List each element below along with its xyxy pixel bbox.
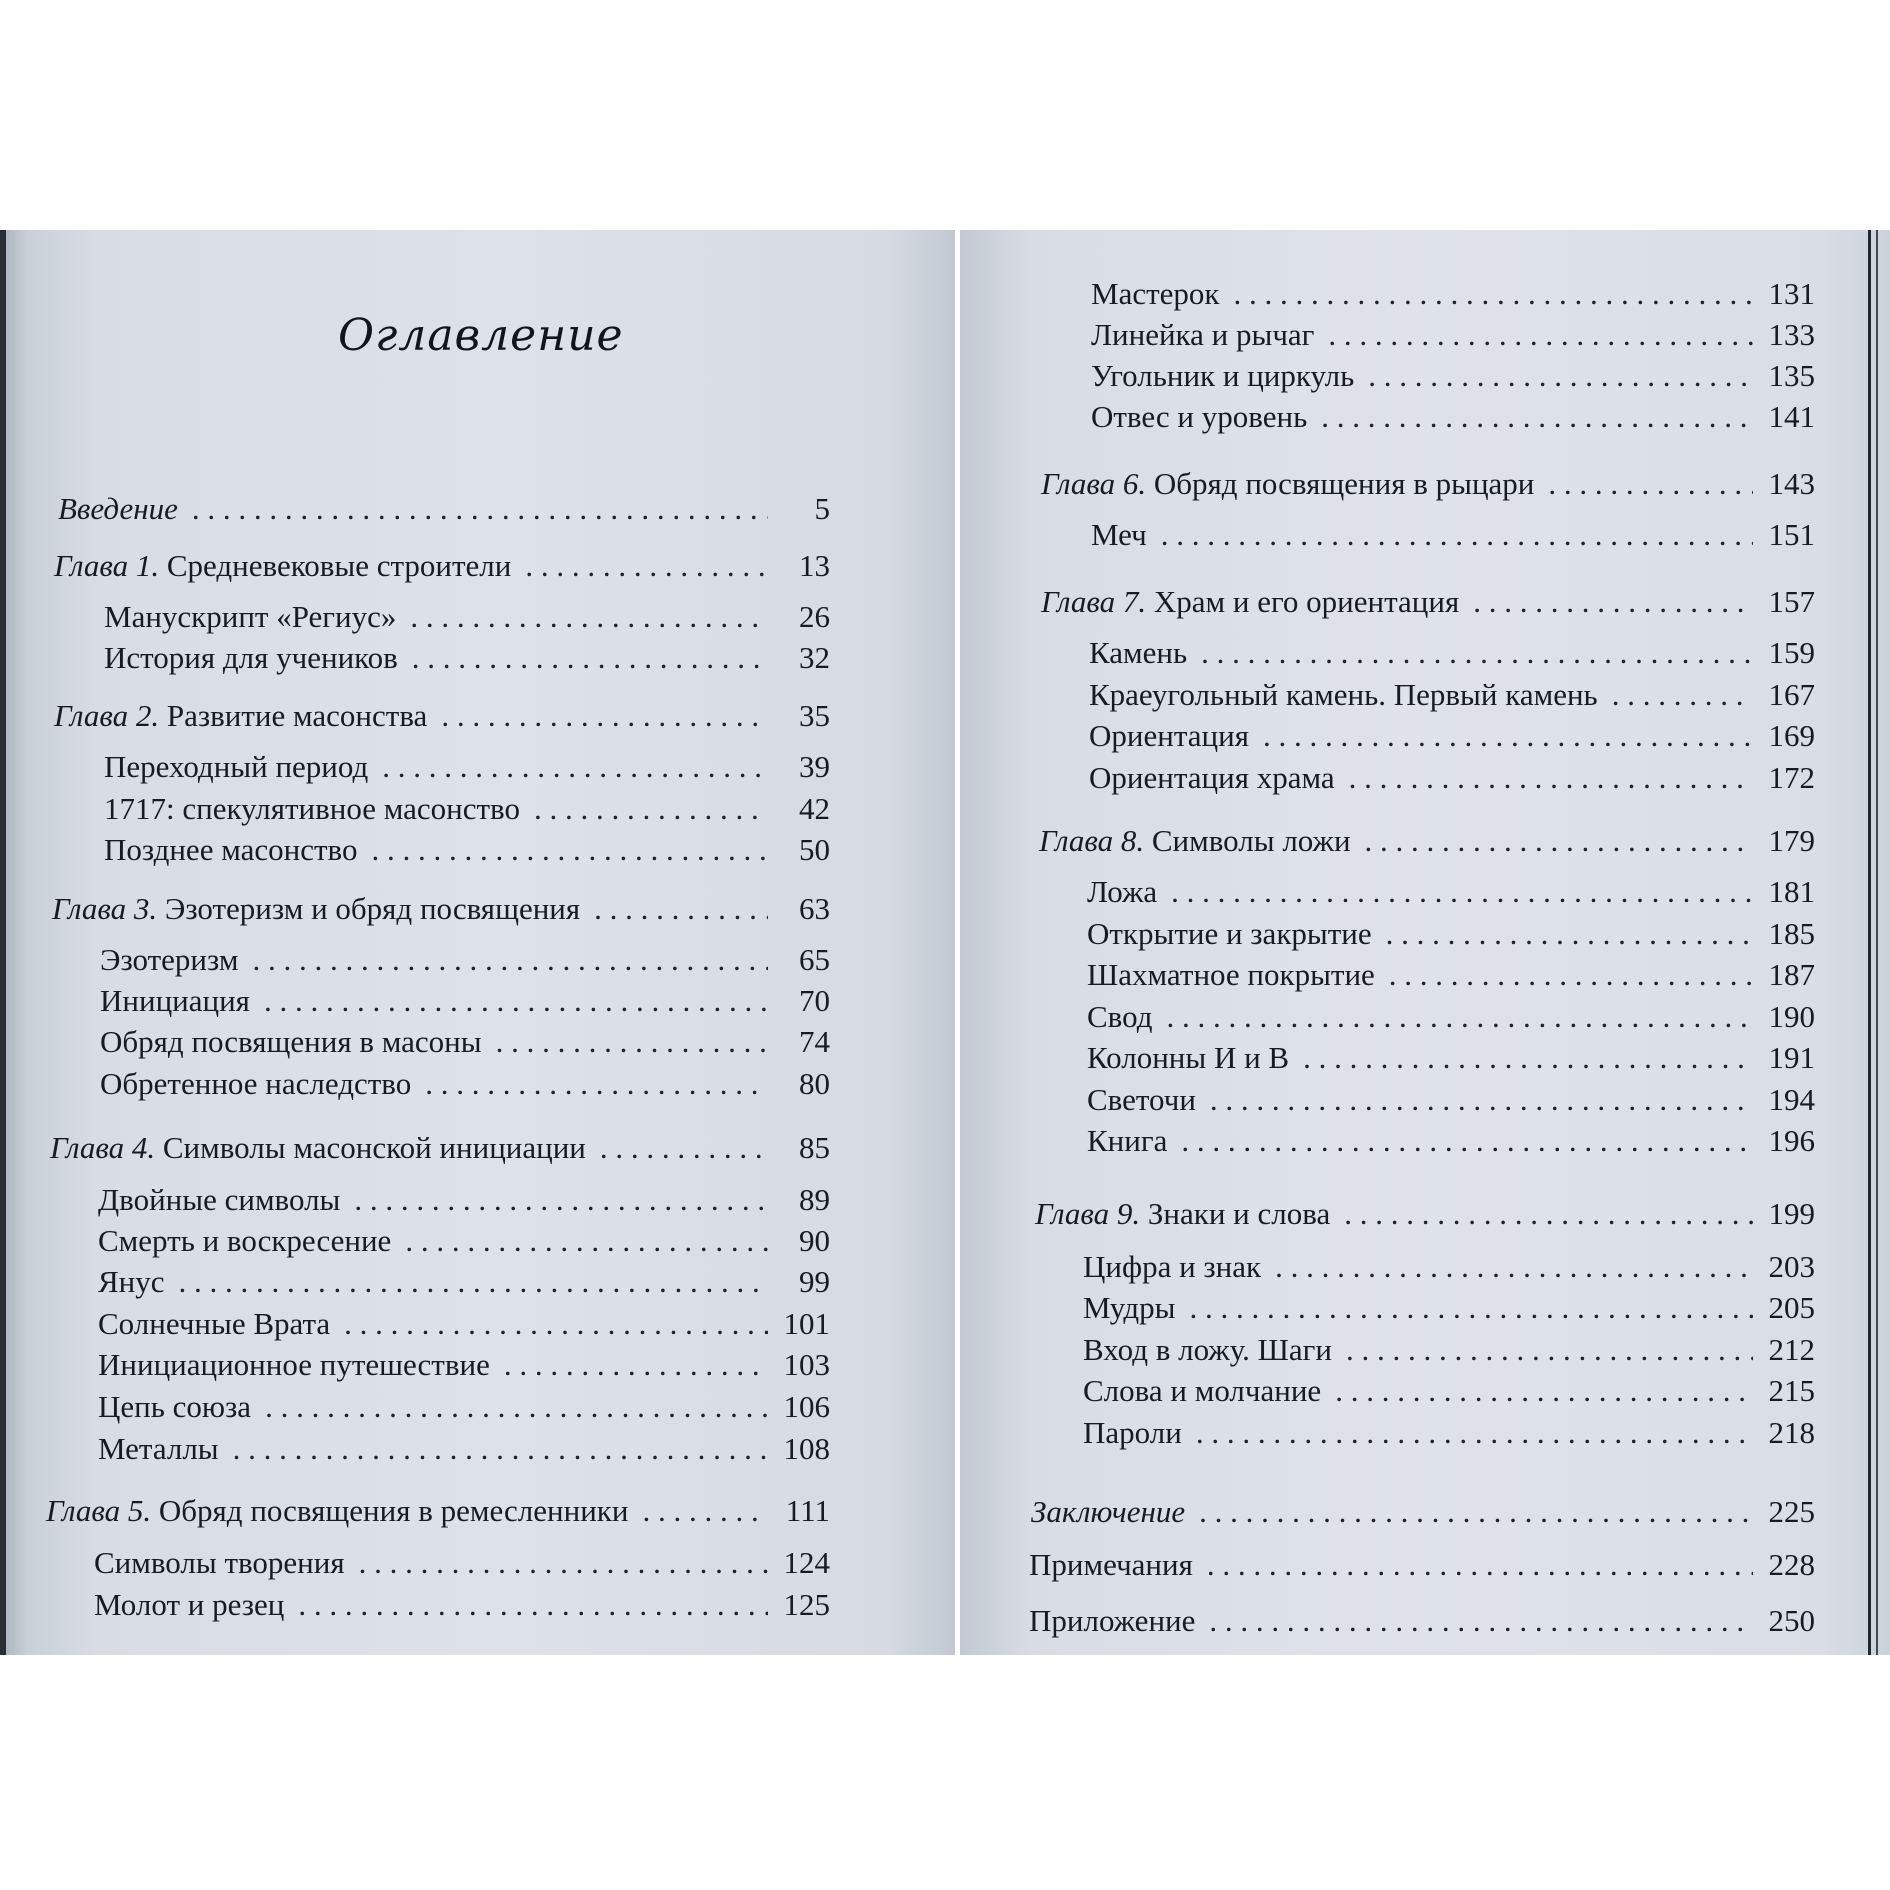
dot-leader: [425, 1064, 768, 1104]
toc-entry-label: [1089, 758, 1335, 798]
toc-entry-ch7-2: [1089, 671, 1815, 715]
page-number: 99: [799, 1264, 830, 1299]
toc-entry-ch6-1: [1091, 511, 1815, 555]
dot-leader: [265, 1387, 768, 1427]
toc-entry-label: [46, 1491, 628, 1531]
toc-entry-label: [1089, 633, 1187, 673]
page-number: 194: [1768, 1082, 1815, 1117]
entry-title: Обретенное наследство: [100, 1066, 412, 1101]
chapter-number: Глава 6.: [1041, 466, 1147, 501]
page-number: 35: [799, 698, 830, 733]
dot-leader: [1386, 914, 1753, 954]
page-number: 125: [783, 1587, 830, 1622]
toc-entry-ch3-1: [100, 936, 830, 980]
page-number: 215: [1768, 1373, 1815, 1408]
entry-title: Угольник и циркуль: [1091, 358, 1355, 393]
entry-title: Позднее масонство: [104, 832, 358, 867]
entry-title: Символы творения: [94, 1545, 345, 1580]
toc-entry-label: [98, 1429, 219, 1469]
page-number: 108: [783, 1431, 830, 1466]
entry-title: Колонны И и В: [1087, 1040, 1290, 1075]
page-number: 190: [1768, 999, 1815, 1034]
entry-title: Обряд посвящения в масоны: [100, 1024, 482, 1059]
page-number: 225: [1768, 1494, 1815, 1529]
entry-title: Символы масонской инициации: [155, 1130, 586, 1165]
toc-entry-label: [104, 789, 520, 829]
toc-entry-label: [1041, 582, 1459, 622]
entry-title: Меч: [1091, 517, 1147, 552]
page-number: 133: [1768, 317, 1815, 352]
entry-title: Обряд посвящения в рыцари: [1146, 466, 1535, 501]
entry-title: Примечания: [1029, 1547, 1193, 1582]
dot-leader: [252, 940, 768, 980]
toc-entry-intro: [58, 485, 830, 529]
toc-entry-label: [58, 489, 178, 529]
toc-entry-ch8-2: [1087, 910, 1815, 954]
dot-leader: [1349, 758, 1753, 798]
dot-leader: [344, 1304, 768, 1344]
dot-leader: [1207, 1545, 1753, 1585]
entry-title: История для учеников: [104, 640, 398, 675]
page-number: 135: [1768, 358, 1815, 393]
chapter-number: Глава 3.: [52, 891, 158, 926]
page-number: 80: [799, 1066, 830, 1101]
dot-leader: [1473, 582, 1753, 622]
page-number: 172: [1768, 760, 1815, 795]
toc-entry-ch9-2: [1083, 1284, 1815, 1328]
dot-leader: [192, 489, 768, 529]
dot-leader: [1233, 274, 1753, 314]
dot-leader: [1263, 716, 1753, 756]
dot-leader: [534, 789, 768, 829]
dot-leader: [1171, 872, 1753, 912]
page-number: 70: [799, 983, 830, 1018]
page-number: 85: [799, 1130, 830, 1165]
toc-entry-label: [1083, 1330, 1332, 1370]
entry-title: Мастерок: [1091, 276, 1220, 311]
page-number: 203: [1768, 1249, 1815, 1284]
toc-entry-ch4-2: [98, 1217, 830, 1261]
toc-entry-label: [1083, 1413, 1182, 1453]
toc-entry-label: [1089, 675, 1598, 715]
toc-entry-label: [1031, 1492, 1185, 1532]
page-number: 32: [799, 640, 830, 675]
page-number: 39: [799, 749, 830, 784]
dot-leader: [1201, 633, 1753, 673]
toc-entry-label: [100, 981, 250, 1021]
entry-title: Металлы: [98, 1431, 219, 1466]
page-number: 5: [814, 491, 830, 526]
toc-entry-ch3: [52, 885, 830, 929]
toc-entry-ch3-2: [100, 977, 830, 1021]
page-number: 191: [1768, 1040, 1815, 1075]
page-number: 103: [783, 1347, 830, 1382]
dot-leader: [1548, 464, 1753, 504]
page-number: 74: [799, 1024, 830, 1059]
dot-leader: [1196, 1413, 1753, 1453]
toc-entry-label: [1035, 1194, 1330, 1234]
page-number: 185: [1768, 916, 1815, 951]
chapter-number: Глава 1.: [54, 548, 160, 583]
toc-entry-label: [1083, 1247, 1261, 1287]
toc-entry-label: [98, 1221, 391, 1261]
dot-leader: [371, 830, 768, 870]
page-title: Оглавление: [338, 310, 624, 361]
entry-title: Храм и его ориентация: [1146, 584, 1460, 619]
toc-entry-ch4-6: [98, 1383, 830, 1427]
toc-entry-label: [54, 696, 427, 736]
entry-title: Свод: [1087, 999, 1153, 1034]
page-number: 169: [1768, 718, 1815, 753]
entry-title: Книга: [1087, 1123, 1168, 1158]
dot-leader: [1181, 1121, 1753, 1161]
page-number: 63: [799, 891, 830, 926]
page-number: 205: [1768, 1290, 1815, 1325]
toc-entry-label: [1087, 1080, 1196, 1120]
dot-leader: [1166, 997, 1753, 1037]
dot-leader: [1161, 515, 1753, 555]
toc-entry-label: [1091, 315, 1314, 355]
entry-title: Символы ложи: [1144, 823, 1351, 858]
dot-leader: [1321, 397, 1753, 437]
dot-leader: [354, 1180, 768, 1220]
dot-leader: [412, 638, 768, 678]
toc-entry-label: [104, 747, 368, 787]
toc-entry-label: [104, 830, 357, 870]
toc-entry-ch4: [50, 1124, 830, 1168]
entry-title: Молот и резец: [94, 1587, 285, 1622]
toc-entry-label: [1091, 397, 1307, 437]
page-number: 26: [799, 599, 830, 634]
dot-leader: [600, 1128, 768, 1168]
toc-entry-ch4-5: [98, 1341, 830, 1385]
dot-leader: [1344, 1194, 1753, 1234]
toc-entry-ch7-1: [1089, 629, 1815, 673]
dot-leader: [410, 597, 768, 637]
dot-leader: [1210, 1080, 1753, 1120]
toc-entry-ch4-1: [98, 1176, 830, 1220]
toc-entry-ch8-5: [1087, 1034, 1815, 1078]
entry-title: Шахматное покрытие: [1087, 957, 1375, 992]
entry-title: Ориентация храма: [1089, 760, 1335, 795]
page-number: 212: [1768, 1332, 1815, 1367]
page-edge-line: [1868, 230, 1871, 1655]
page-number: 159: [1768, 635, 1815, 670]
toc-entry-ch1-2: [104, 634, 830, 678]
entry-title: Инициационное путешествие: [98, 1347, 490, 1382]
toc-entry-ch9-4: [1083, 1367, 1815, 1411]
dot-leader: [594, 889, 768, 929]
toc-entry-label: [54, 546, 511, 586]
toc-entry-ch1-1: [104, 593, 830, 637]
dot-leader: [1389, 955, 1753, 995]
toc-entry-ch5-3: [1091, 270, 1815, 314]
entry-title: Линейка и рычаг: [1091, 317, 1315, 352]
page-edge-line: [1876, 230, 1878, 1655]
page-number: 101: [783, 1306, 830, 1341]
toc-entry-ch8-1: [1087, 868, 1815, 912]
toc-entry-ch9-1: [1083, 1243, 1815, 1287]
toc-entry-label: [98, 1387, 251, 1427]
dot-leader: [1368, 356, 1753, 396]
page-number: 89: [799, 1182, 830, 1217]
chapter-number: Глава 5.: [46, 1493, 152, 1528]
toc-entry-label: [1087, 997, 1152, 1037]
page-number: 143: [1768, 466, 1815, 501]
toc-entry-concl: [1031, 1488, 1815, 1532]
toc-entry-label: [100, 1064, 411, 1104]
dot-leader: [1365, 821, 1753, 861]
toc-entry-ch4-3: [98, 1258, 830, 1302]
toc-entry-ch2-2: [104, 785, 830, 829]
entry-title: Янус: [98, 1264, 165, 1299]
page-number: 90: [799, 1223, 830, 1258]
toc-entry-ch7: [1041, 578, 1815, 622]
page-number: 187: [1768, 957, 1815, 992]
toc-entry-ch6: [1041, 460, 1815, 504]
toc-entry-label: [1091, 274, 1219, 314]
toc-entry-appendix: [1029, 1597, 1815, 1641]
chapter-number: Глава 4.: [50, 1130, 156, 1165]
chapter-number: Глава 7.: [1041, 584, 1147, 619]
page-number: 50: [799, 832, 830, 867]
toc-entry-label: [98, 1304, 330, 1344]
toc-entry-ch8-3: [1087, 951, 1815, 995]
page-number: 250: [1768, 1603, 1815, 1638]
toc-entry-label: [94, 1543, 345, 1583]
toc-entry-ch8-4: [1087, 993, 1815, 1037]
dot-leader: [298, 1585, 768, 1625]
page-number: 181: [1768, 874, 1815, 909]
toc-entry-label: [1087, 872, 1157, 912]
dot-leader: [642, 1491, 768, 1531]
page-number: 42: [799, 791, 830, 826]
toc-entry-label: [104, 638, 398, 678]
toc-entry-ch9-3: [1083, 1326, 1815, 1370]
toc-entry-ch1: [54, 542, 830, 586]
entry-title: Эзотеризм: [100, 942, 239, 977]
toc-entry-ch7-4: [1089, 754, 1815, 798]
entry-title: Открытие и закрытие: [1087, 916, 1372, 951]
toc-entry-label: [1091, 515, 1147, 555]
toc-entry-label: [1029, 1545, 1193, 1585]
dot-leader: [1612, 675, 1753, 715]
entry-title: Манускрипт «Региус»: [104, 599, 397, 634]
dot-leader: [1189, 1288, 1753, 1328]
toc-entry-label: [52, 889, 580, 929]
dot-leader: [264, 981, 768, 1021]
entry-title: Средневековые строители: [159, 548, 512, 583]
dot-leader: [1275, 1247, 1753, 1287]
page-number: 13: [799, 548, 830, 583]
page-number: 151: [1768, 517, 1815, 552]
dot-leader: [1346, 1330, 1753, 1370]
chapter-number: Заключение: [1031, 1494, 1186, 1529]
entry-title: Краеугольный камень. Первый камень: [1089, 677, 1598, 712]
entry-title: Цифра и знак: [1083, 1249, 1262, 1284]
entry-title: 1717: спекулятивное масонство: [104, 791, 520, 826]
dot-leader: [1199, 1492, 1753, 1532]
page-number: 157: [1768, 584, 1815, 619]
toc-entry-ch5: [46, 1487, 830, 1531]
dot-leader: [1209, 1601, 1753, 1641]
toc-entry-ch5-2: [94, 1581, 830, 1625]
toc-entry-label: [100, 1022, 482, 1062]
page-number: 218: [1768, 1415, 1815, 1450]
entry-title: Вход в ложу. Шаги: [1083, 1332, 1332, 1367]
entry-title: Солнечные Врата: [98, 1306, 331, 1341]
toc-entry-label: [1039, 821, 1351, 861]
dot-leader: [1328, 315, 1753, 355]
toc-entry-label: [1029, 1601, 1195, 1641]
entry-title: Приложение: [1029, 1603, 1196, 1638]
page-number: 106: [783, 1389, 830, 1424]
dot-leader: [1303, 1038, 1753, 1078]
toc-entry-label: [100, 940, 238, 980]
toc-entry-ch4-4: [98, 1300, 830, 1344]
page-number: 124: [783, 1545, 830, 1580]
toc-entry-ch2-3: [104, 826, 830, 870]
entry-title: Эзотеризм и обряд посвящения: [157, 891, 581, 926]
entry-title: Пароли: [1083, 1415, 1182, 1450]
entry-title: Двойные символы: [98, 1182, 341, 1217]
chapter-number: Глава 9.: [1035, 1196, 1141, 1231]
page-number: 141: [1768, 399, 1815, 434]
page-number: 131: [1768, 276, 1815, 311]
dot-leader: [525, 546, 768, 586]
entry-title: Смерть и воскресение: [98, 1223, 392, 1258]
toc-entry-label: [1087, 955, 1375, 995]
toc-entry-ch3-3: [100, 1018, 830, 1062]
toc-entry-ch9: [1035, 1190, 1815, 1234]
toc-entry-label: [1087, 1121, 1167, 1161]
page-number: 111: [785, 1493, 830, 1528]
toc-entry-label: [1087, 914, 1372, 954]
toc-entry-ch4-7: [98, 1425, 830, 1469]
toc-entry-ch9-5: [1083, 1409, 1815, 1453]
toc-entry-ch5-5: [1091, 352, 1815, 396]
toc-entry-ch8: [1039, 817, 1815, 861]
toc-entry-label: [1089, 716, 1249, 756]
page-number: 167: [1768, 677, 1815, 712]
toc-entry-label: [1091, 356, 1354, 396]
dot-leader: [441, 696, 768, 736]
dot-leader: [359, 1543, 768, 1583]
page-number: 196: [1768, 1123, 1815, 1158]
entry-title: Слова и молчание: [1083, 1373, 1322, 1408]
page-number: 228: [1768, 1547, 1815, 1582]
chapter-number: Введение: [58, 491, 178, 526]
entry-title: Инициация: [100, 983, 250, 1018]
toc-entry-ch2: [54, 692, 830, 736]
chapter-number: Глава 2.: [54, 698, 160, 733]
entry-title: Отвес и уровень: [1091, 399, 1308, 434]
dot-leader: [1335, 1371, 1753, 1411]
toc-entry-ch5-1: [94, 1539, 830, 1583]
entry-title: Переходный период: [104, 749, 369, 784]
entry-title: Цепь союза: [98, 1389, 252, 1424]
toc-entry-notes: [1029, 1541, 1815, 1585]
entry-title: Развитие масонства: [159, 698, 428, 733]
toc-entry-ch8-7: [1087, 1117, 1815, 1161]
toc-entry-label: [104, 597, 396, 637]
toc-entry-label: [50, 1128, 586, 1168]
dot-leader: [233, 1429, 768, 1469]
page-number: 179: [1768, 823, 1815, 858]
toc-entry-label: [1083, 1371, 1321, 1411]
entry-title: Светочи: [1087, 1082, 1196, 1117]
chapter-number: Глава 8.: [1039, 823, 1145, 858]
dot-leader: [179, 1262, 768, 1302]
entry-title: Ложа: [1087, 874, 1158, 909]
toc-entry-label: [1087, 1038, 1289, 1078]
toc-entry-ch8-6: [1087, 1076, 1815, 1120]
page-number: 65: [799, 942, 830, 977]
toc-entry-label: [94, 1585, 284, 1625]
entry-title: Знаки и слова: [1140, 1196, 1331, 1231]
page-number: 199: [1768, 1196, 1815, 1231]
dot-leader: [504, 1345, 768, 1385]
dot-leader: [496, 1022, 768, 1062]
toc-entry-label: [98, 1180, 340, 1220]
entry-title: Мудры: [1083, 1290, 1176, 1325]
toc-entry-label: [1041, 464, 1534, 504]
dot-leader: [405, 1221, 768, 1261]
toc-entry-ch3-4: [100, 1060, 830, 1104]
toc-entry-label: [1083, 1288, 1175, 1328]
toc-entry-ch5-6: [1091, 393, 1815, 437]
entry-title: Ориентация: [1089, 718, 1249, 753]
entry-title: Камень: [1089, 635, 1188, 670]
entry-title: Обряд посвящения в ремесленники: [151, 1493, 629, 1528]
toc-entry-label: [98, 1345, 490, 1385]
toc-entry-ch5-4: [1091, 311, 1815, 355]
dot-leader: [382, 747, 768, 787]
toc-entry-ch7-3: [1089, 712, 1815, 756]
toc-entry-ch2-1: [104, 743, 830, 787]
toc-entry-label: [98, 1262, 165, 1302]
